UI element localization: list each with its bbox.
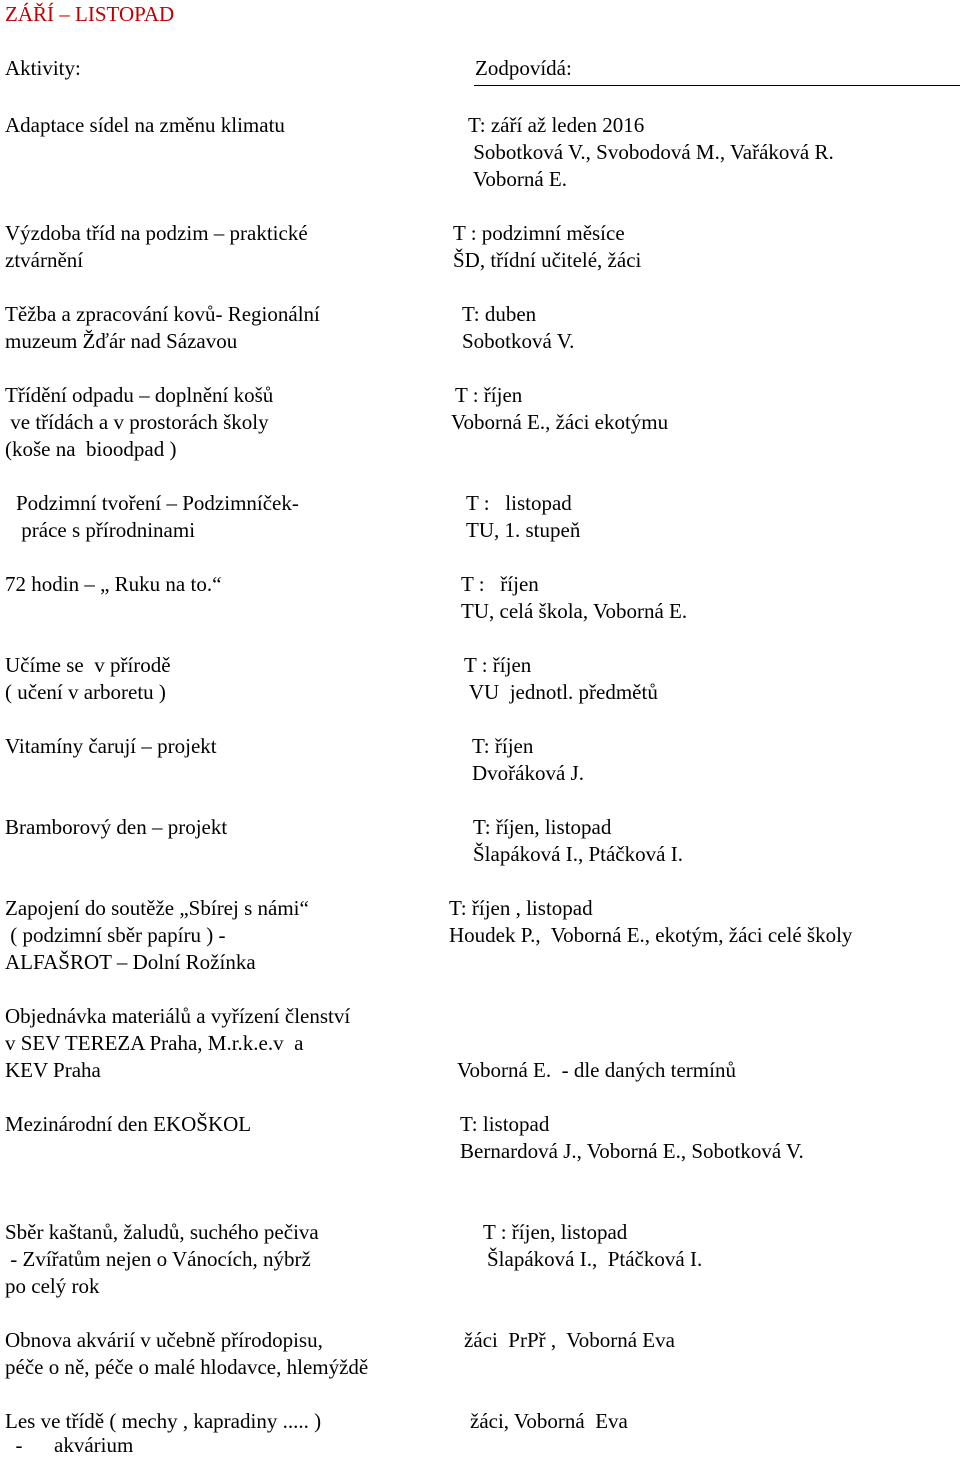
term-line: T: září až leden 2016 <box>468 113 645 137</box>
term-line: Voborná E. - dle daných termínů <box>457 1058 736 1082</box>
term-line: Šlapáková I., Ptáčková I. <box>473 842 683 866</box>
term-line: žáci, Voborná Eva <box>470 1409 628 1433</box>
term-line: Sobotková V., Svobodová M., Vařáková R. <box>468 140 834 164</box>
activity-line: 72 hodin – „ Ruku na to.“ <box>5 572 222 596</box>
term-line: T: říjen <box>472 734 534 758</box>
activity-line: Učíme se v přírodě <box>5 653 171 677</box>
activity-line: Objednávka materiálů a vyřízení členství <box>5 1004 351 1028</box>
activity-line: ( učení v arboretu ) <box>5 680 166 704</box>
activity-line: - akvárium <box>5 1433 134 1457</box>
activity-line: (koše na bioodpad ) <box>5 437 177 461</box>
activity-line: Adaptace sídel na změnu klimatu <box>5 113 285 137</box>
term-line: žáci PrPř , Voborná Eva <box>464 1328 675 1352</box>
activity-line: muzeum Žďár nad Sázavou <box>5 329 238 353</box>
activities-heading: Aktivity: <box>5 56 81 80</box>
activity-line: péče o ně, péče o malé hlodavce, hlemýždě <box>5 1355 369 1379</box>
term-line: T : říjen <box>464 653 532 677</box>
term-line: Šlapáková I., Ptáčková I. <box>487 1247 703 1271</box>
term-line: T : říjen, listopad <box>483 1220 628 1244</box>
term-line: TU, celá škola, Voborná E. <box>461 599 688 623</box>
activity-line: ztvárnění <box>5 248 84 272</box>
activity-line: Třídění odpadu – doplnění košů <box>5 383 274 407</box>
term-line: ŠD, třídní učitelé, žáci <box>453 248 642 272</box>
responsible-heading: Zodpovídá: <box>475 56 572 80</box>
term-line: T : listopad <box>466 491 572 515</box>
activity-line: Zapojení do soutěže „Sbírej s námi“ <box>5 896 309 920</box>
activity-line: po celý rok <box>5 1274 100 1298</box>
activity-line: ALFAŠROT – Dolní Rožínka <box>5 950 256 974</box>
term-line: TU, 1. stupeň <box>466 518 581 542</box>
activity-line: Bramborový den – projekt <box>5 815 228 839</box>
activity-line: ve třídách a v prostorách školy <box>5 410 269 434</box>
activity-line: Sběr kaštanů, žaludů, suchého pečiva <box>5 1220 319 1244</box>
activity-line: Těžba a zpracování kovů- Regionální <box>5 302 320 326</box>
activity-line: v SEV TEREZA Praha, M.r.k.e.v a <box>5 1031 304 1055</box>
term-line: Voborná E. <box>468 167 567 191</box>
term-line: Sobotková V. <box>462 329 575 353</box>
activity-line: KEV Praha <box>5 1058 101 1082</box>
term-line: T : říjen <box>455 383 523 407</box>
header-divider <box>474 85 960 86</box>
activity-line: Mezinárodní den EKOŠKOL <box>5 1112 252 1136</box>
term-line: T: říjen , listopad <box>449 896 593 920</box>
activity-line: ( podzimní sběr papíru ) - <box>5 923 226 947</box>
term-line: T: duben <box>462 302 537 326</box>
activity-line: Vitamíny čarují – projekt <box>5 734 217 758</box>
activity-line: - Zvířatům nejen o Vánocích, nýbrž <box>5 1247 311 1271</box>
activity-line: Obnova akvárií v učebně přírodopisu, <box>5 1328 323 1352</box>
term-line: Dvořáková J. <box>472 761 584 785</box>
term-line: T: říjen, listopad <box>473 815 612 839</box>
term-line: T : říjen <box>461 572 539 596</box>
page-title: ZÁŘÍ – LISTOPAD <box>5 2 175 26</box>
activity-line: práce s přírodninami <box>16 518 196 542</box>
term-line: VU jednotl. předmětů <box>464 680 658 704</box>
term-line: Bernardová J., Voborná E., Sobotková V. <box>460 1139 804 1163</box>
activity-line: Výzdoba tříd na podzim – praktické <box>5 221 308 245</box>
term-line: Houdek P., Voborná E., ekotým, žáci celé školy <box>449 923 853 947</box>
activity-line: Podzimní tvoření – Podzimníček- <box>16 491 299 515</box>
activity-line: Les ve třídě ( mechy , kapradiny ..... ) <box>5 1409 322 1433</box>
term-line: Voborná E., žáci ekotýmu <box>451 410 669 434</box>
term-line: T: listopad <box>460 1112 550 1136</box>
term-line: T : podzimní měsíce <box>453 221 625 245</box>
